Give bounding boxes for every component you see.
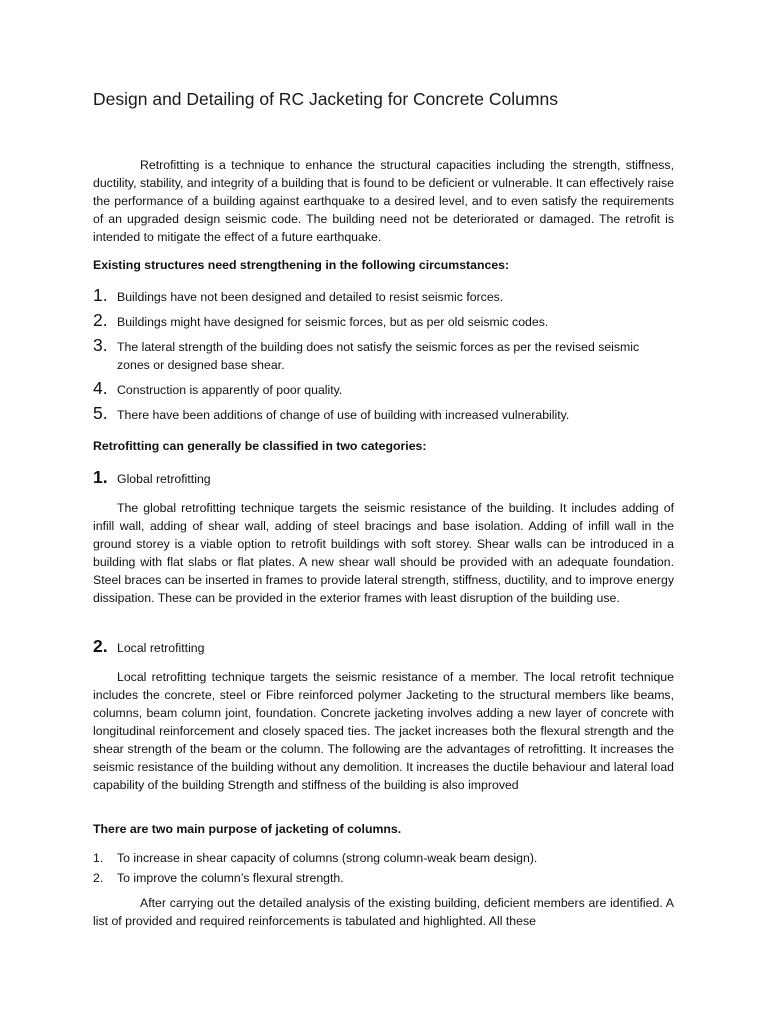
list-item-number: 1. [93, 285, 108, 305]
list-item [93, 869, 674, 887]
list-item-text: To improve the column’s flexural strength. [117, 871, 344, 885]
section-heading-text: Global retrofitting [117, 472, 211, 486]
list-item [93, 378, 674, 399]
list-item [93, 310, 674, 331]
purpose-heading: There are two main purpose of jacketing of columns. [93, 822, 402, 836]
list-item-text: Construction is apparently of poor quality. [117, 383, 343, 397]
global-retrofitting-paragraph: The global retrofitting technique targets the seismic resistance of the building. It includes adding of infill wall, adding of shear wall, adding of steel bracings and base isolation. Adding of infill wall in the ground storey is a viable option to retrofit buildings with soft storey. Shear walls can be introduced in a building with flat slabs or flat plates. A new shear wall should be provided with an adequate foundation. Steel braces can be inserted in frames to provide lateral strength, stiffness, ductility, and to improve energy dissipation. These can be provided in the exterior frames with least disruption of the building use. [93, 501, 674, 605]
circumstances-heading: Existing structures need strengthening in the following circumstances: [93, 258, 510, 272]
local-retrofitting-paragraph: Local retrofitting technique targets the seismic resistance of a member. The local retrofit technique includes the concrete, steel or Fibre reinforced polymer Jacketing to the structural members like beams, columns, beam column joint, foundation. Concrete jacketing involves adding a new layer of concrete with longitudinal reinforcement and closely spaced ties. The jacket increases both the flexural strength and the shear strength of the beam or the column. The following are the advantages of retrofitting. It increases the seismic resistance of the building without any demolition. It increases the ductile behaviour and lateral load capability of the building Strength and stiffness of the building is also improved [93, 670, 674, 792]
circumstances-list [93, 285, 674, 431]
list-item-text: Buildings have not been designed and detailed to resist seismic forces. [117, 290, 504, 304]
list-item-text: To increase in shear capacity of columns (strong column-weak beam design). [117, 851, 538, 865]
global-retrofitting-heading [93, 468, 674, 488]
list-item-text: There have been additions of change of use of building with increased vulnerability. [117, 408, 570, 422]
purpose-list [93, 849, 674, 889]
intro-paragraph: Retrofitting is a technique to enhance the structural capacities including the strength, stiffness, ductility, stability, and integrity of a building that is found to be deficient or vulnerable. It can effectively raise the performance of a building against earthquake to a desired level, and to even satisfy the requirements of an upgraded design seismic code. The building need not be deteriorated or damaged. The retrofit is intended to mitigate the effect of a future earthquake. [93, 158, 674, 244]
list-item-number: 4. [93, 378, 108, 398]
section-number: 2. [93, 636, 108, 656]
list-item [93, 403, 674, 424]
section-number: 1. [93, 467, 108, 487]
document-title: Design and Detailing of RC Jacketing for Concrete Columns [93, 89, 558, 109]
list-item-number: 2. [93, 310, 108, 330]
categories-heading: Retrofitting can generally be classified in two categories: [93, 439, 427, 453]
list-item-number: 1. [93, 851, 104, 865]
list-item [93, 285, 674, 306]
list-item-number: 5. [93, 403, 108, 423]
list-item [93, 849, 674, 867]
list-item-text: The lateral strength of the building does not satisfy the seismic forces as per the revised seismic zones or designed base shear. [117, 340, 640, 372]
list-item [93, 335, 674, 374]
closing-paragraph: After carrying out the detailed analysis of the existing building, deficient members are identified. A list of provided and required reinforcements is tabulated and highlighted. All these [93, 896, 674, 928]
local-retrofitting-heading [93, 637, 674, 657]
list-item-number: 3. [93, 335, 108, 355]
section-heading-text: Local retrofitting [117, 641, 205, 655]
list-item-text: Buildings might have designed for seismic forces, but as per old seismic codes. [117, 315, 549, 329]
list-item-number: 2. [93, 871, 104, 885]
